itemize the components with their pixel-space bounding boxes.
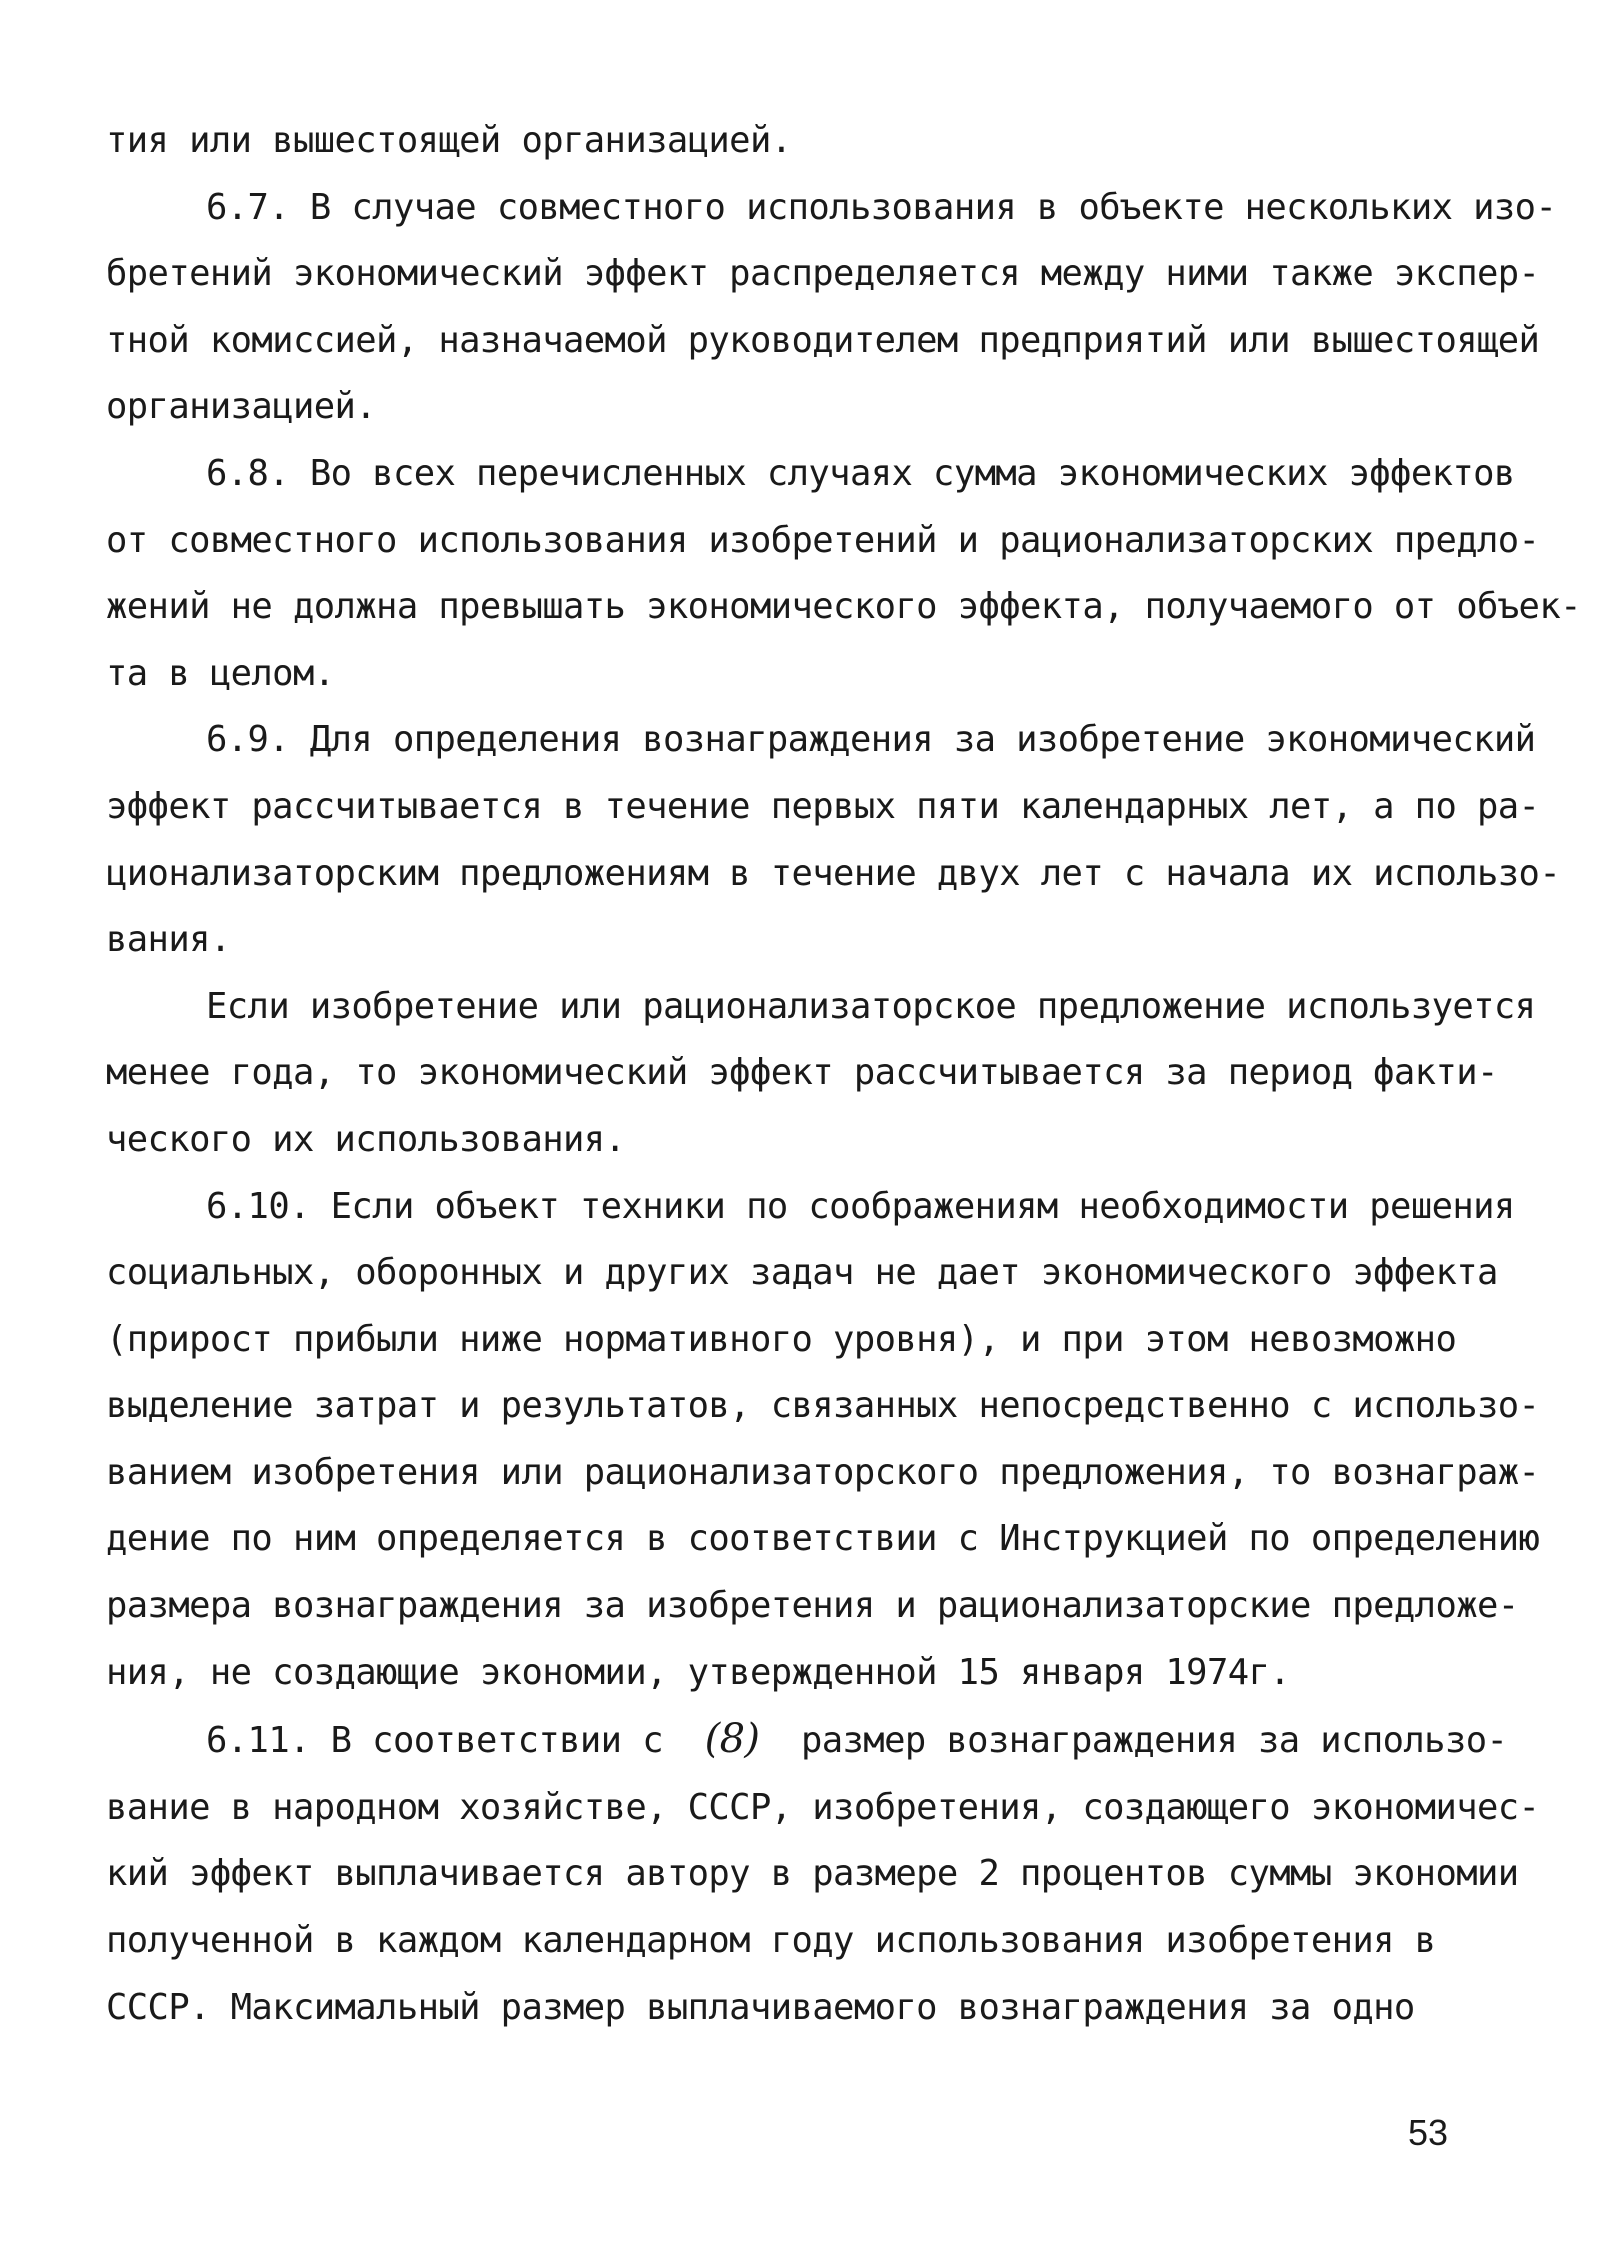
text-block-tail	[106, 1775, 1540, 2041]
text-line: ческого их использования.	[106, 1118, 626, 1160]
text-line: социальных, оборонных и других задач не дает экономического эффекта	[106, 1252, 1498, 1294]
paragraph-6-11-first-line	[106, 1706, 1536, 1775]
text-line: бретений экономический эффект распределяется между ними также экспер-	[106, 253, 1540, 295]
text-line: жений не должна превышать экономического эффекта, получаемого от объек-	[106, 586, 1581, 628]
text-line: дение по ним определяется в соответствии с Инструкцией по определению	[106, 1518, 1540, 1560]
text-line: от совместного использования изобретений и рационализаторских предло-	[106, 519, 1540, 561]
text-line: ционализаторским предложениям в течение двух лет с начала их использо-	[106, 852, 1561, 894]
text-line: выделение затрат и результатов, связанных непосредственно с использо-	[106, 1385, 1540, 1427]
paragraph-6-11-end: размер вознаграждения за использо-	[800, 1720, 1508, 1762]
text-line: тия или вышестоящей организацией.	[106, 120, 792, 161]
handwritten-reference: (8)	[704, 1716, 760, 1763]
text-line: Если изобретение или рационализаторское предложение используется	[206, 985, 1536, 1027]
text-block-main	[106, 108, 1581, 1706]
text-line: 6.8. Во всех перечисленных случаях сумма экономических эффектов	[206, 452, 1515, 494]
text-line: эффект рассчитывается в течение первых пяти календарных лет, а по ра-	[106, 785, 1540, 827]
text-line: ванием изобретения или рационализаторского предложения, то вознаграж-	[106, 1451, 1540, 1493]
text-line: тной комиссией, назначаемой руководителем предприятий или вышестоящей	[106, 319, 1540, 361]
paragraph-6-11-start: 6.11. В соответствии с	[206, 1720, 664, 1762]
text-line: организацией.	[106, 386, 377, 428]
text-line: (прирост прибыли ниже нормативного уровня), и при этом невозможно	[106, 1318, 1457, 1360]
page-number: 53	[1408, 2112, 1449, 2153]
text-line: 6.10. Если объект техники по соображениям необходимости решения	[206, 1185, 1515, 1227]
text-line: кий эффект выплачивается автору в размере 2 процентов суммы экономии	[106, 1853, 1519, 1895]
text-line: 6.7. В случае совместного использования в объекте нескольких изо-	[206, 186, 1557, 228]
document-body	[106, 108, 1581, 2041]
text-line: та в целом.	[106, 652, 335, 694]
text-line: ния, не создающие экономии, утвержденной 15 января 1974г.	[106, 1651, 1291, 1693]
text-line: 6.9. Для определения вознаграждения за изобретение экономический	[206, 719, 1536, 761]
text-line: размера вознаграждения за изобретения и рационализаторские предложе-	[106, 1585, 1519, 1627]
text-line: вания.	[106, 919, 231, 961]
text-line: СССР. Максимальный размер выплачиваемого вознаграждения за одно	[106, 1986, 1415, 2028]
text-line: вание в народном хозяйстве, СССР, изобретения, создающего экономичес-	[106, 1786, 1540, 1828]
text-line: полученной в каждом календарном году использования изобретения в	[106, 1920, 1436, 1962]
text-line: менее года, то экономический эффект рассчитывается за период факти-	[106, 1052, 1498, 1094]
